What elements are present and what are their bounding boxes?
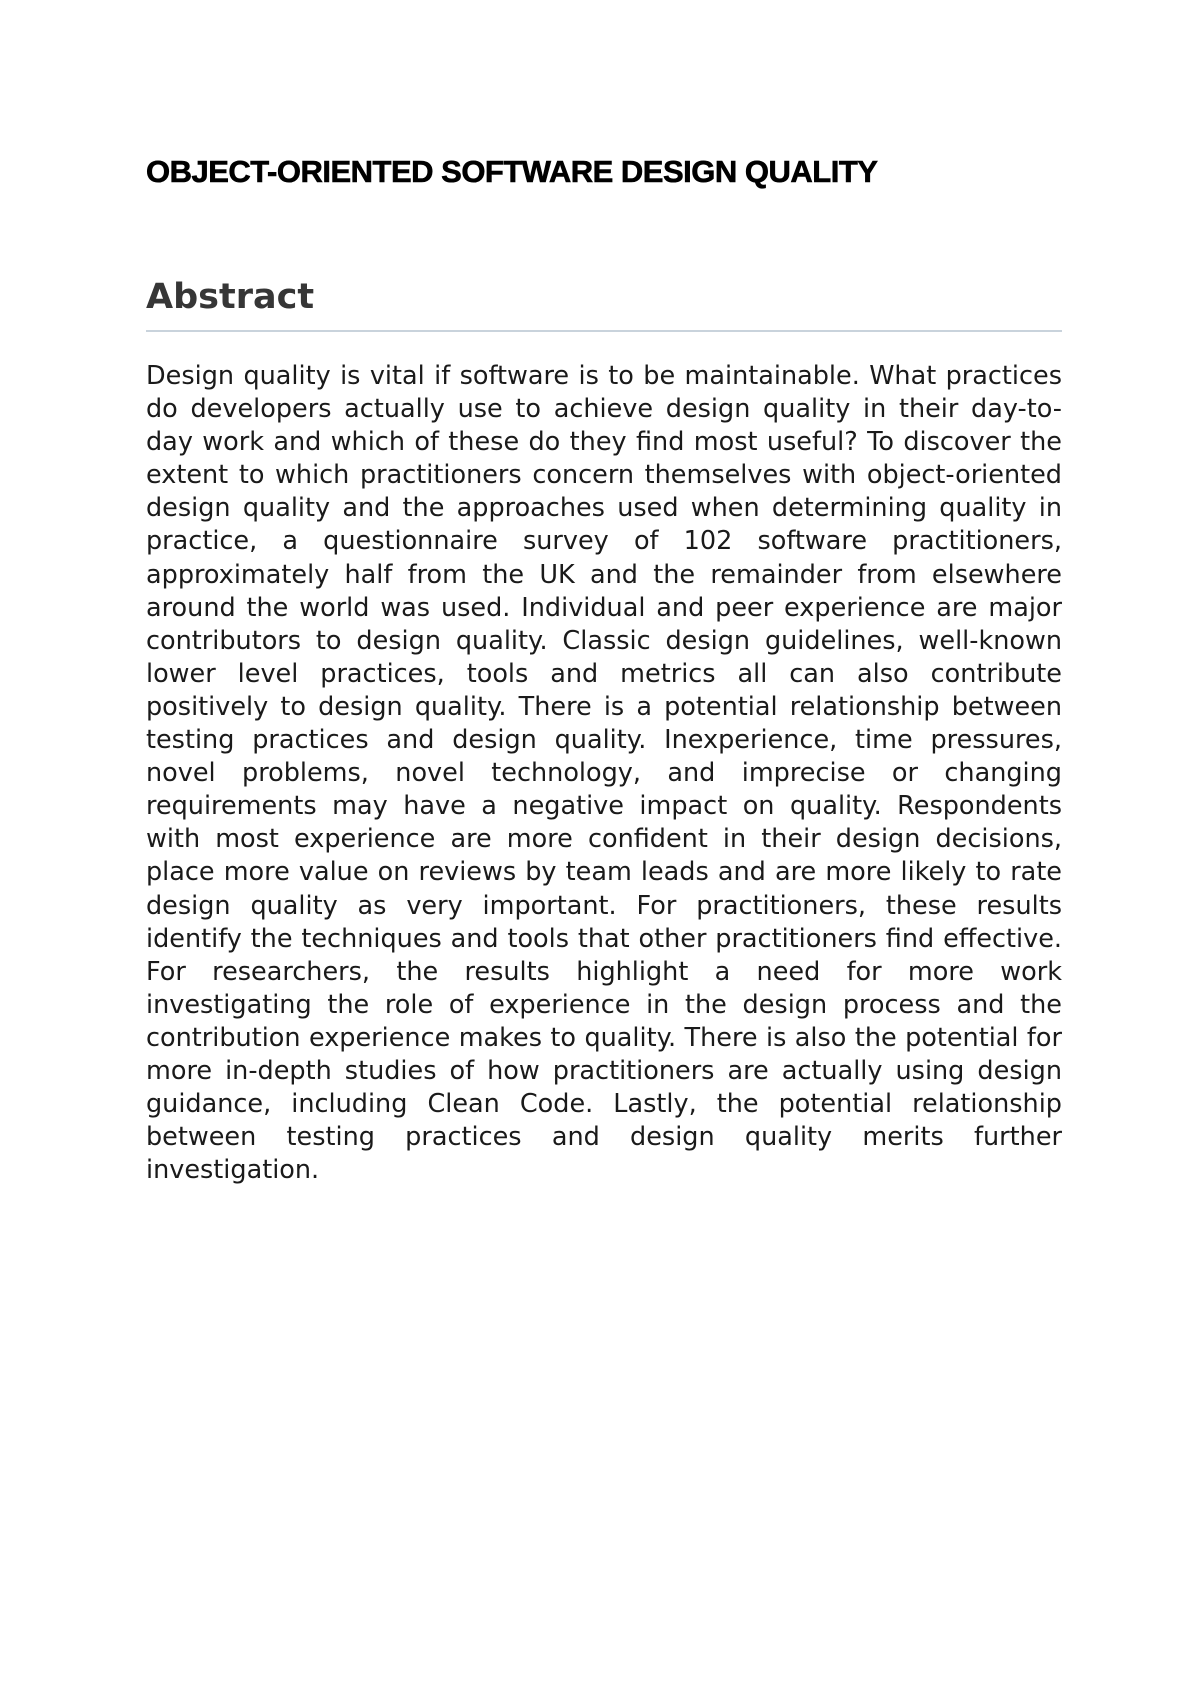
- heading-divider: [146, 330, 1062, 332]
- paper-title: OBJECT-ORIENTED SOFTWARE DESIGN QUALITY: [146, 154, 878, 189]
- abstract-heading: Abstract: [146, 277, 315, 317]
- abstract-body: Design quality is vital if software is to be maintainable. What practices do developers actually use to achieve design quality in their day-to-day work and which of these do they find most useful? To discover the extent to which practitioners concern themselves with object-oriented design quality and the approaches used when determining quality in practice, a questionnaire survey of 102 software practitioners, approximately half from the UK and the remainder from elsewhere around the world was used. Individual and peer experience are major contributors to design quality. Classic design guidelines, well-known lower level practices, tools and metrics all can also contribute positively to design quality. There is a potential relationship between testing practices and design quality. Inexperience, time pressures, novel problems, novel technology, and imprecise or changing requirements may have a negative impact on quality. Respondents with most experience are more confident in their design decisions, place more value on reviews by team leads and are more likely to rate design quality as very important. For practitioners, these results identify the techniques and tools that other practitioners find effective. For researchers, the results highlight a need for more work investigating the role of experience in the design process and the contribution experience makes to quality. There is also the potential for more in-depth studies of how practitioners are actually using design guidance, including Clean Code. Lastly, the potential relationship between testing practices and design quality merits further investigation.: [146, 361, 1062, 1186]
